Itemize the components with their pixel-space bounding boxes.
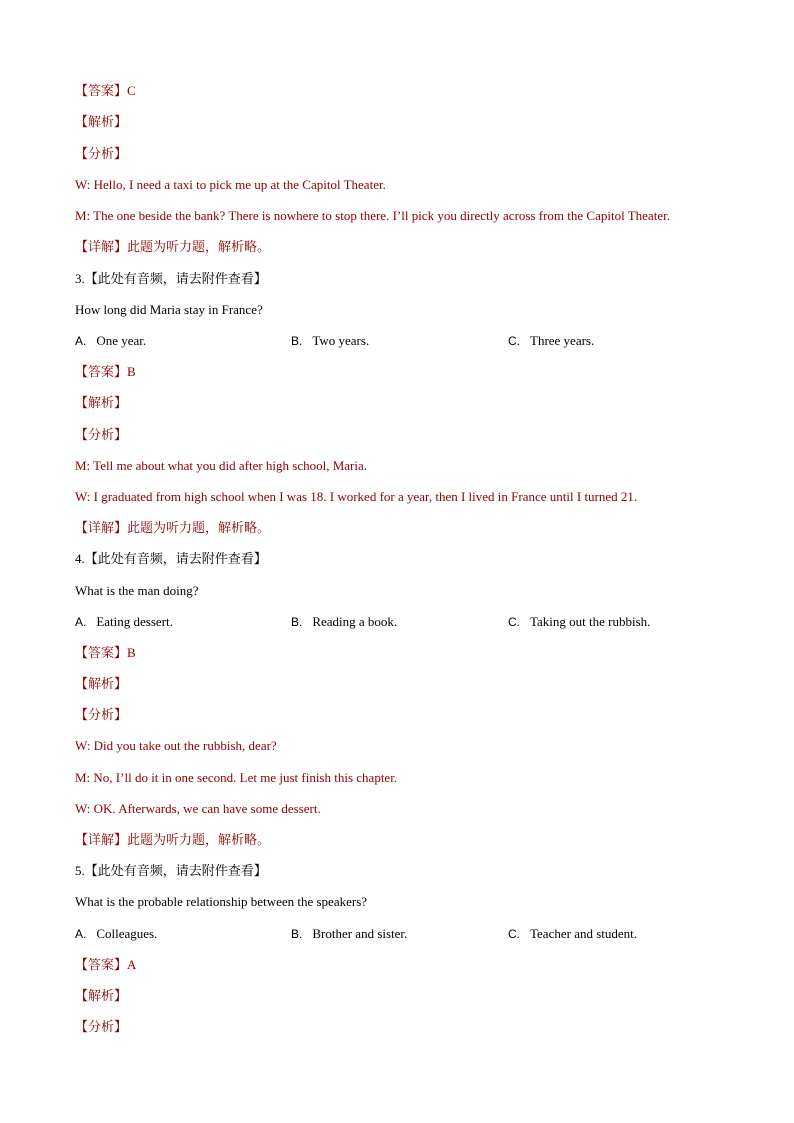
q5-header: 5.【此处有音频，请去附件查看】 [75, 863, 267, 878]
q4-option-a-letter: A. [75, 615, 87, 629]
q3-detail: 【详解】此题为听力题，解析略。 [75, 520, 271, 535]
q2-analysis-label: 【解析】 [75, 114, 128, 129]
q4-option-c [508, 613, 650, 631]
q4-transcript-line-1: W: Did you take out the rubbish, dear? [75, 738, 277, 753]
q3-fenxi-label: 【分析】 [75, 427, 128, 442]
q5-fenxi-label: 【分析】 [75, 1019, 128, 1034]
q3-option-a [75, 332, 146, 350]
q4-option-a-text: Eating dessert. [96, 614, 173, 629]
q4-answer: 【答案】B [75, 645, 136, 660]
q4-option-b-text: Reading a book. [312, 614, 398, 629]
q3-option-a-letter: A. [75, 334, 87, 348]
q5-option-a-text: Colleagues. [96, 926, 158, 941]
q3-option-c-text: Three years. [530, 333, 595, 348]
q2-transcript-line-2: M: The one beside the bank? There is nowhere to stop there. I’ll pick you directly across from the Capitol Theater. [75, 208, 670, 223]
q4-option-c-text: Taking out the rubbish. [530, 614, 651, 629]
q5-option-c-letter: C. [508, 927, 520, 941]
q4-fenxi-label: 【分析】 [75, 707, 128, 722]
q5-option-a [75, 925, 157, 943]
q3-header: 3.【此处有音频，请去附件查看】 [75, 271, 267, 286]
q4-option-b-letter: B. [291, 615, 303, 629]
q3-option-c [508, 332, 594, 350]
q3-option-b-text: Two years. [312, 333, 370, 348]
q4-option-b [291, 613, 397, 631]
q3-option-b-letter: B. [291, 334, 303, 348]
q3-option-b [291, 332, 369, 350]
q4-option-a [75, 613, 173, 631]
q4-transcript-line-3: W: OK. Afterwards, we can have some dessert. [75, 801, 321, 816]
q4-detail: 【详解】此题为听力题，解析略。 [75, 832, 271, 847]
q5-option-a-letter: A. [75, 927, 87, 941]
q2-transcript-line-1: W: Hello, I need a taxi to pick me up at the Capitol Theater. [75, 177, 386, 192]
q5-option-b-text: Brother and sister. [312, 926, 408, 941]
q5-option-b [291, 925, 407, 943]
q4-analysis-label: 【解析】 [75, 676, 128, 691]
q2-detail: 【详解】此题为听力题，解析略。 [75, 239, 271, 254]
q3-question: How long did Maria stay in France? [75, 302, 263, 317]
q5-analysis-label: 【解析】 [75, 988, 128, 1003]
q5-option-c-text: Teacher and student. [530, 926, 638, 941]
q3-option-c-letter: C. [508, 334, 520, 348]
q3-analysis-label: 【解析】 [75, 395, 128, 410]
q3-transcript-line-2: W: I graduated from high school when I was 18. I worked for a year, then I lived in France until I turned 21. [75, 489, 638, 504]
q3-option-a-text: One year. [96, 333, 147, 348]
q2-fenxi-label: 【分析】 [75, 146, 128, 161]
q4-option-c-letter: C. [508, 615, 520, 629]
q4-transcript-line-2: M: No, I’ll do it in one second. Let me just finish this chapter. [75, 770, 398, 785]
q5-answer: 【答案】A [75, 957, 137, 972]
q5-option-c [508, 925, 637, 943]
q4-question: What is the man doing? [75, 583, 199, 598]
q2-answer: 【答案】C [75, 83, 136, 98]
q4-header: 4.【此处有音频，请去附件查看】 [75, 551, 267, 566]
q5-option-b-letter: B. [291, 927, 303, 941]
q3-transcript-line-1: M: Tell me about what you did after high school, Maria. [75, 458, 368, 473]
q5-question: What is the probable relationship between the speakers? [75, 894, 368, 909]
q3-answer: 【答案】B [75, 364, 136, 379]
